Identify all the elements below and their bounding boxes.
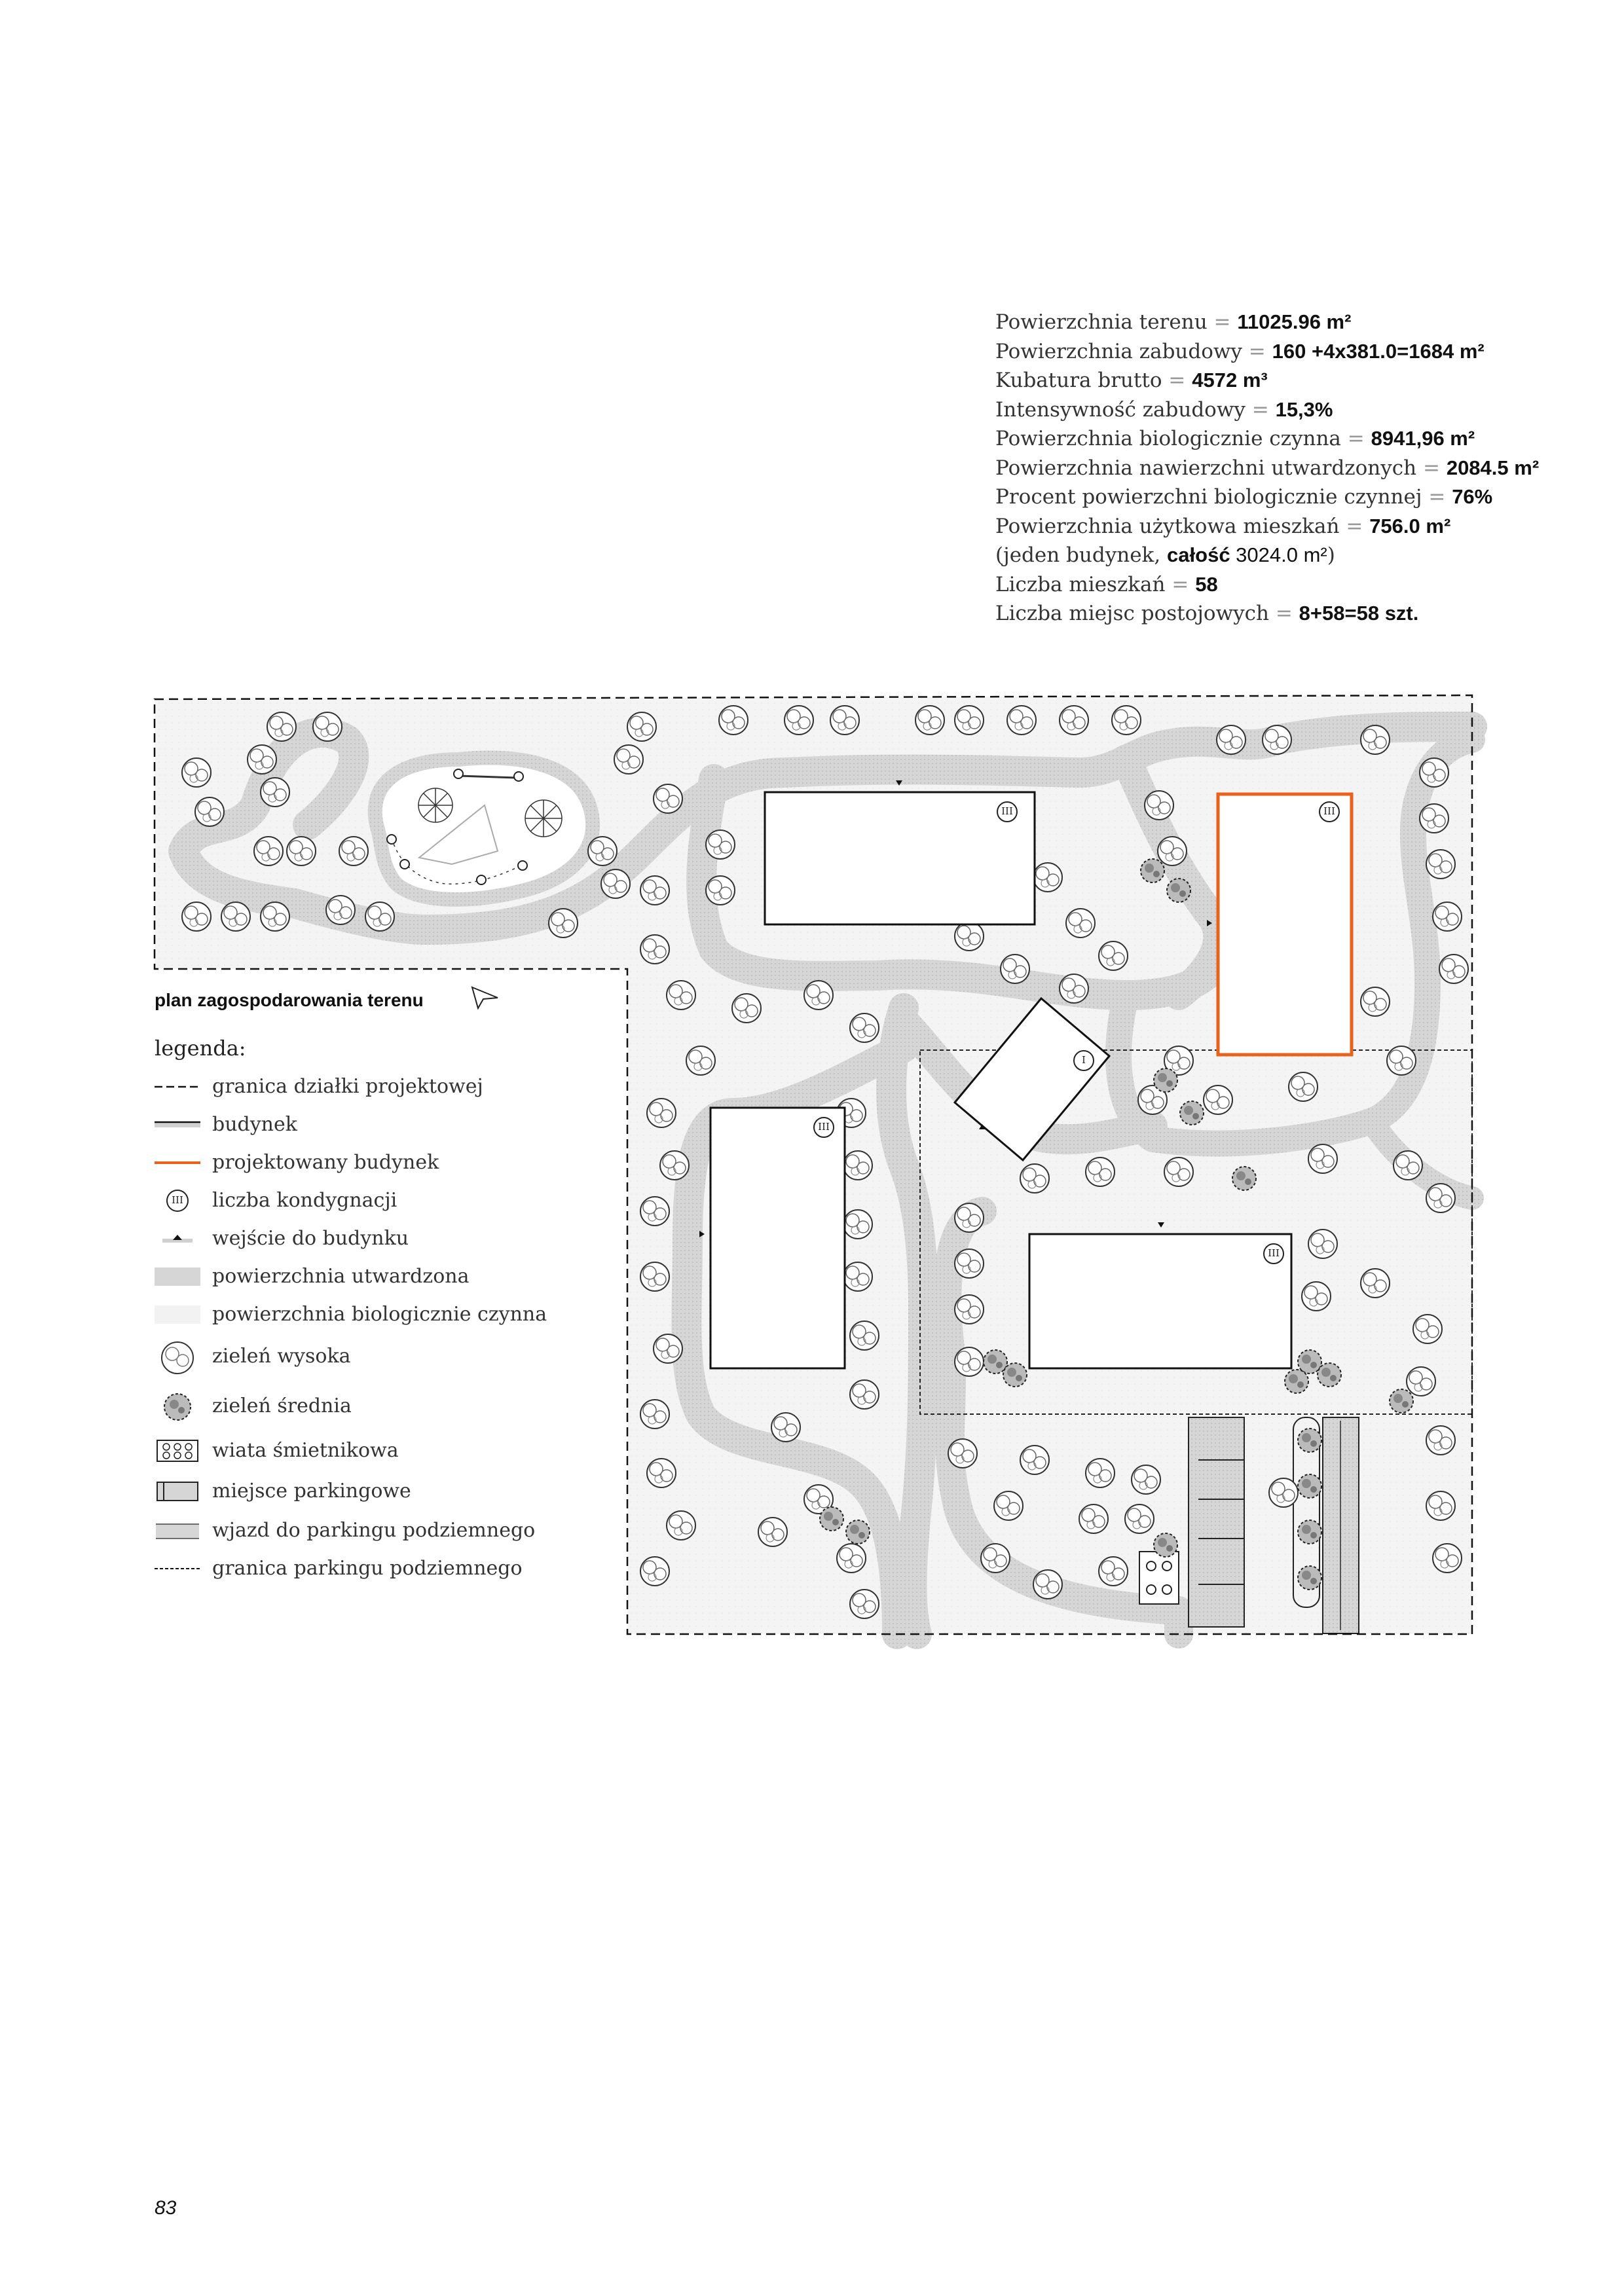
floor-label: III bbox=[1268, 1247, 1280, 1259]
floor-label: III bbox=[818, 1121, 830, 1133]
building-swatch bbox=[155, 1112, 200, 1138]
bio-swatch bbox=[155, 1302, 200, 1328]
building-5 bbox=[1029, 1222, 1291, 1368]
building-2-designed bbox=[1207, 794, 1352, 1055]
stat-line: Procent powierzchni biologicznie czynnej = 76% bbox=[995, 485, 1493, 509]
floor-label: I bbox=[1082, 1054, 1086, 1066]
legend-item-underground-entry: wjazd do parkingu podziemnego bbox=[155, 1518, 547, 1544]
legend-title: legenda: bbox=[155, 1036, 246, 1061]
entrance-swatch bbox=[155, 1226, 200, 1252]
legend-item-waste-shelter: wiata śmietnikowa bbox=[155, 1438, 547, 1464]
stat-line: Powierzchnia zabudowy = 160 +4x381.0=1684 m² bbox=[995, 339, 1485, 363]
legend-item-plot-boundary: granica działki projektowej bbox=[155, 1074, 547, 1100]
floor-label: III bbox=[1001, 805, 1013, 817]
north-arrow-icon bbox=[470, 985, 500, 1011]
medium-green-icon bbox=[155, 1391, 200, 1423]
legend-item-designed-building: projektowany budynek bbox=[155, 1150, 547, 1176]
legend-item-tall-green: zieleń wysoka bbox=[155, 1339, 547, 1376]
stat-line: Powierzchnia terenu = 11025.96 m² bbox=[995, 310, 1352, 334]
underground-boundary-swatch bbox=[155, 1556, 200, 1582]
page-number: 83 bbox=[155, 2197, 177, 2219]
floors-swatch-label: III bbox=[172, 1194, 183, 1206]
paved-swatch bbox=[155, 1264, 200, 1290]
legend-item-paved: powierzchnia utwardzona bbox=[155, 1264, 547, 1290]
legend-item-floors: III liczba kondygnacji bbox=[155, 1188, 547, 1214]
parking-spot-swatch bbox=[155, 1478, 200, 1504]
legend-item-entrance: wejście do budynku bbox=[155, 1226, 547, 1252]
plan-title: plan zagospodarowania terenu bbox=[155, 990, 424, 1010]
designed-building-swatch bbox=[155, 1150, 200, 1176]
stat-line: Intensywność zabudowy = 15,3% bbox=[995, 397, 1333, 422]
legend-item-medium-green: zieleń średnia bbox=[155, 1391, 547, 1423]
stat-line: Powierzchnia biologicznie czynna = 8941,96 m² bbox=[995, 427, 1475, 450]
stat-line: Liczba mieszkań = 58 bbox=[995, 572, 1218, 596]
stat-line: Powierzchnia nawierzchni utwardzonych = 2084.5 m² bbox=[995, 456, 1540, 480]
building-1 bbox=[765, 780, 1035, 924]
legend-item-bio: powierzchnia biologicznie czynna bbox=[155, 1302, 547, 1328]
waste-shelter-icon bbox=[155, 1438, 200, 1464]
plot-boundary-swatch bbox=[155, 1074, 200, 1100]
legend-item-underground-boundary: granica parkingu podziemnego bbox=[155, 1556, 547, 1582]
stat-line: Kubatura brutto = 4572 m³ bbox=[995, 369, 1268, 392]
legend-item-building: budynek bbox=[155, 1112, 547, 1138]
building-4 bbox=[699, 1108, 845, 1368]
playground bbox=[375, 758, 593, 900]
stat-line: Powierzchnia użytkowa mieszkań = 756.0 m² bbox=[995, 514, 1451, 538]
tall-green-icon bbox=[155, 1339, 200, 1376]
statistics-block bbox=[995, 308, 1540, 629]
underground-entry-swatch bbox=[155, 1518, 200, 1544]
stat-note: (jeden budynek, całość 3024.0 m²) bbox=[995, 543, 1335, 567]
legend-item-parking-spot: miejsce parkingowe bbox=[155, 1478, 547, 1504]
stat-line: Liczba miejsc postojowych = 8+58=58 szt. bbox=[995, 602, 1419, 625]
floor-label: III bbox=[1323, 805, 1335, 817]
